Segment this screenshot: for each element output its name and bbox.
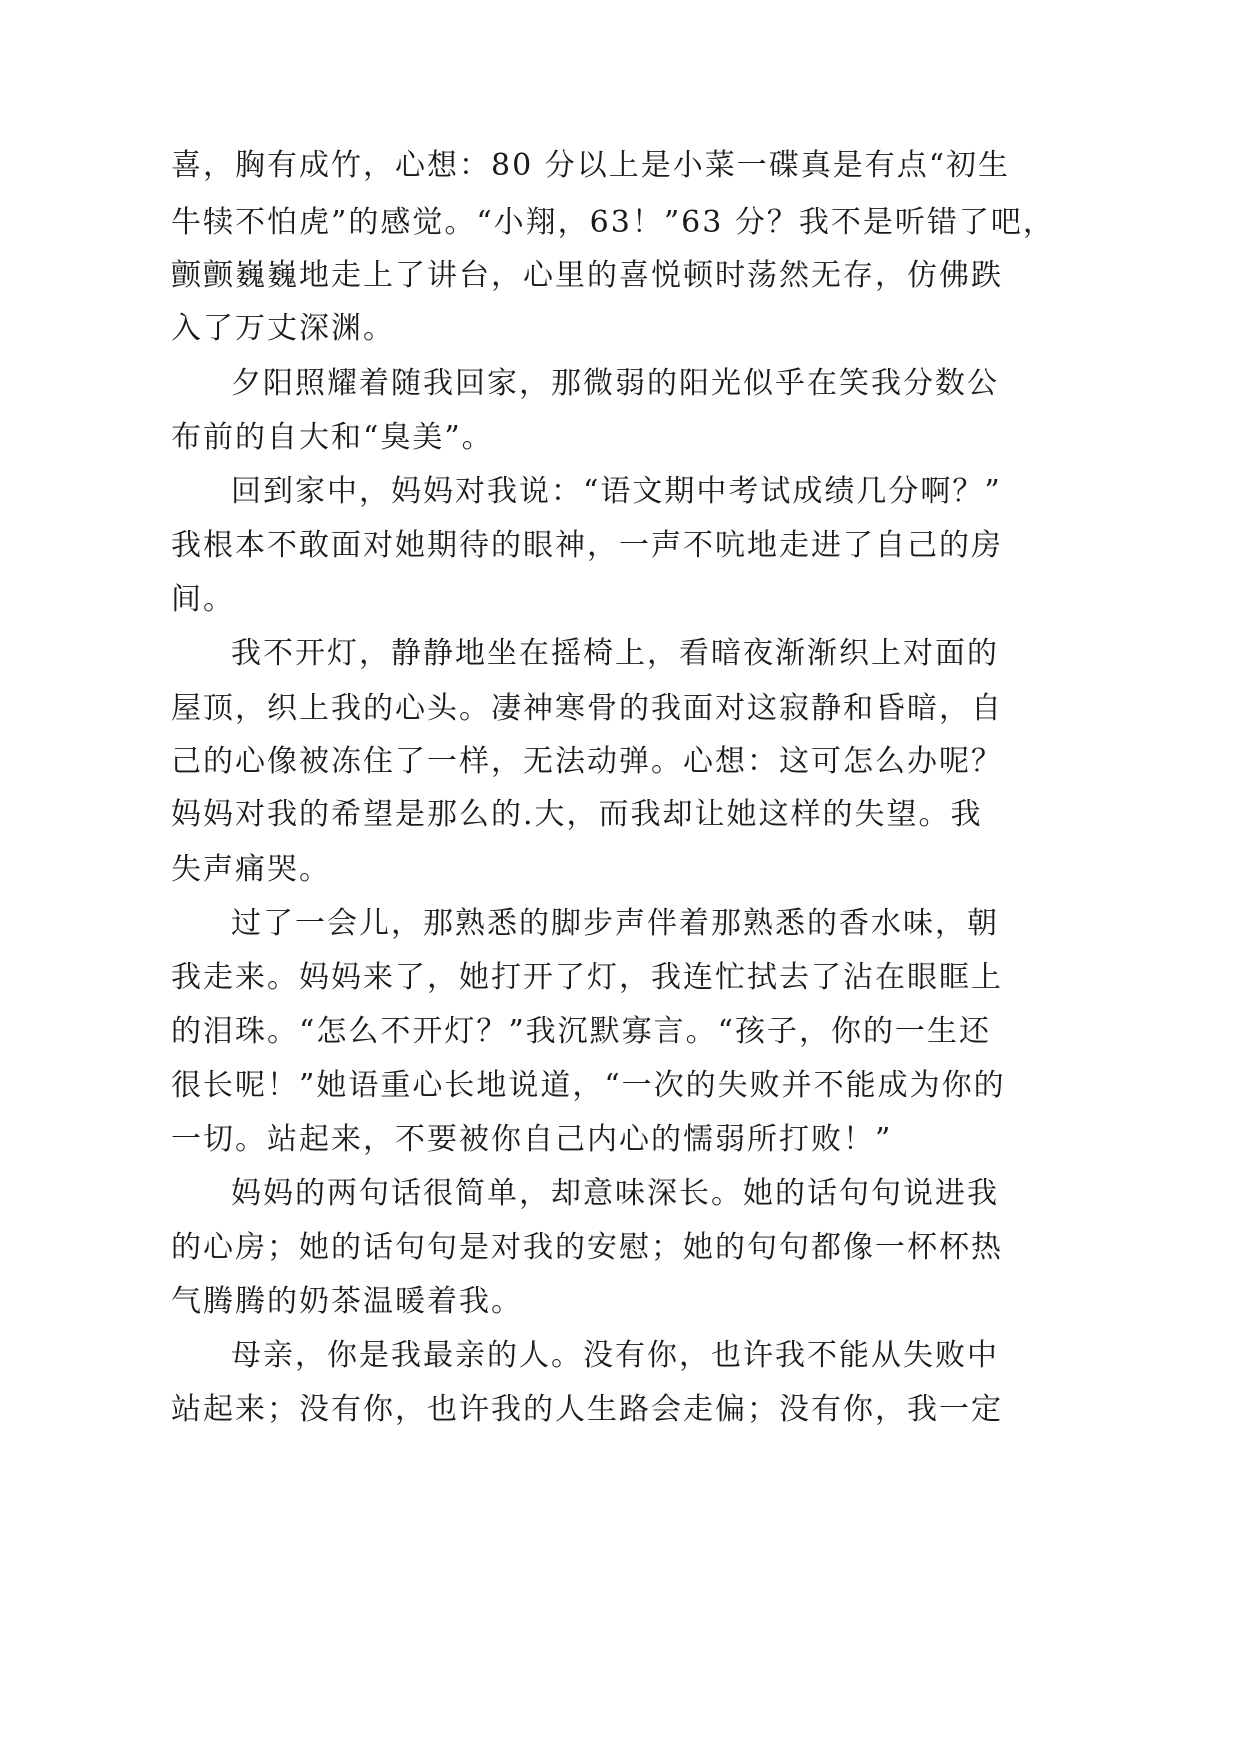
text-line: 间。 (171, 582, 235, 617)
text-line: 喜，胸有成竹，心想：80 分以上是小菜一碟真是有点“初生 (171, 148, 1011, 183)
text-line: 气腾腾的奶茶温暖着我。 (171, 1284, 523, 1319)
text-line: 我不开灯，静静地坐在摇椅上，看暗夜渐渐织上对面的 (231, 636, 999, 671)
text-line: 回到家中，妈妈对我说：“语文期中考试成绩几分啊？” (231, 474, 1002, 509)
text-line: 一切。站起来，不要被你自己内心的懦弱所打败！” (171, 1122, 893, 1157)
text-line: 妈妈的两句话很简单，却意味深长。她的话句句说进我 (231, 1176, 999, 1211)
text-line: 颤颤巍巍地走上了讲台，心里的喜悦顿时荡然无存，仿佛跌 (171, 258, 1003, 293)
text-line: 夕阳照耀着随我回家，那微弱的阳光似乎在笑我分数公 (231, 366, 999, 401)
text-line: 母亲，你是我最亲的人。没有你，也许我不能从失败中 (231, 1338, 999, 1373)
text-line: 屋顶，织上我的心头。凄神寒骨的我面对这寂静和昏暗，自 (171, 691, 1003, 726)
text-line: 入了万丈深渊。 (171, 311, 395, 346)
text-line: 的泪珠。“怎么不开灯？”我沉默寡言。“孩子，你的一生还 (171, 1014, 992, 1049)
text-line: 很长呢！”她语重心长地说道，“一次的失败并不能成为你的 (171, 1068, 1006, 1103)
text-line: 的心房；她的话句句是对我的安慰；她的句句都像一杯杯热 (171, 1230, 1003, 1265)
text-line: 布前的自大和“臭美”。 (171, 420, 494, 455)
text-line: 牛犊不怕虎”的感觉。“小翔，63！”63 分？我不是听错了吧， (171, 205, 1055, 240)
text-line: 己的心像被冻住了一样，无法动弹。心想：这可怎么办呢？ (171, 744, 1003, 779)
text-line: 过了一会儿，那熟悉的脚步声伴着那熟悉的香水味，朝 (231, 906, 999, 941)
text-line: 我根本不敢面对她期待的眼神，一声不吭地走进了自己的房 (171, 528, 1003, 563)
text-line: 妈妈对我的希望是那么的.大，而我却让她这样的失望。我 (171, 797, 983, 832)
text-line: 我走来。妈妈来了，她打开了灯，我连忙拭去了沾在眼眶上 (171, 960, 1003, 995)
text-line: 失声痛哭。 (171, 852, 331, 887)
text-line: 站起来；没有你，也许我的人生路会走偏；没有你，我一定 (171, 1392, 1003, 1427)
